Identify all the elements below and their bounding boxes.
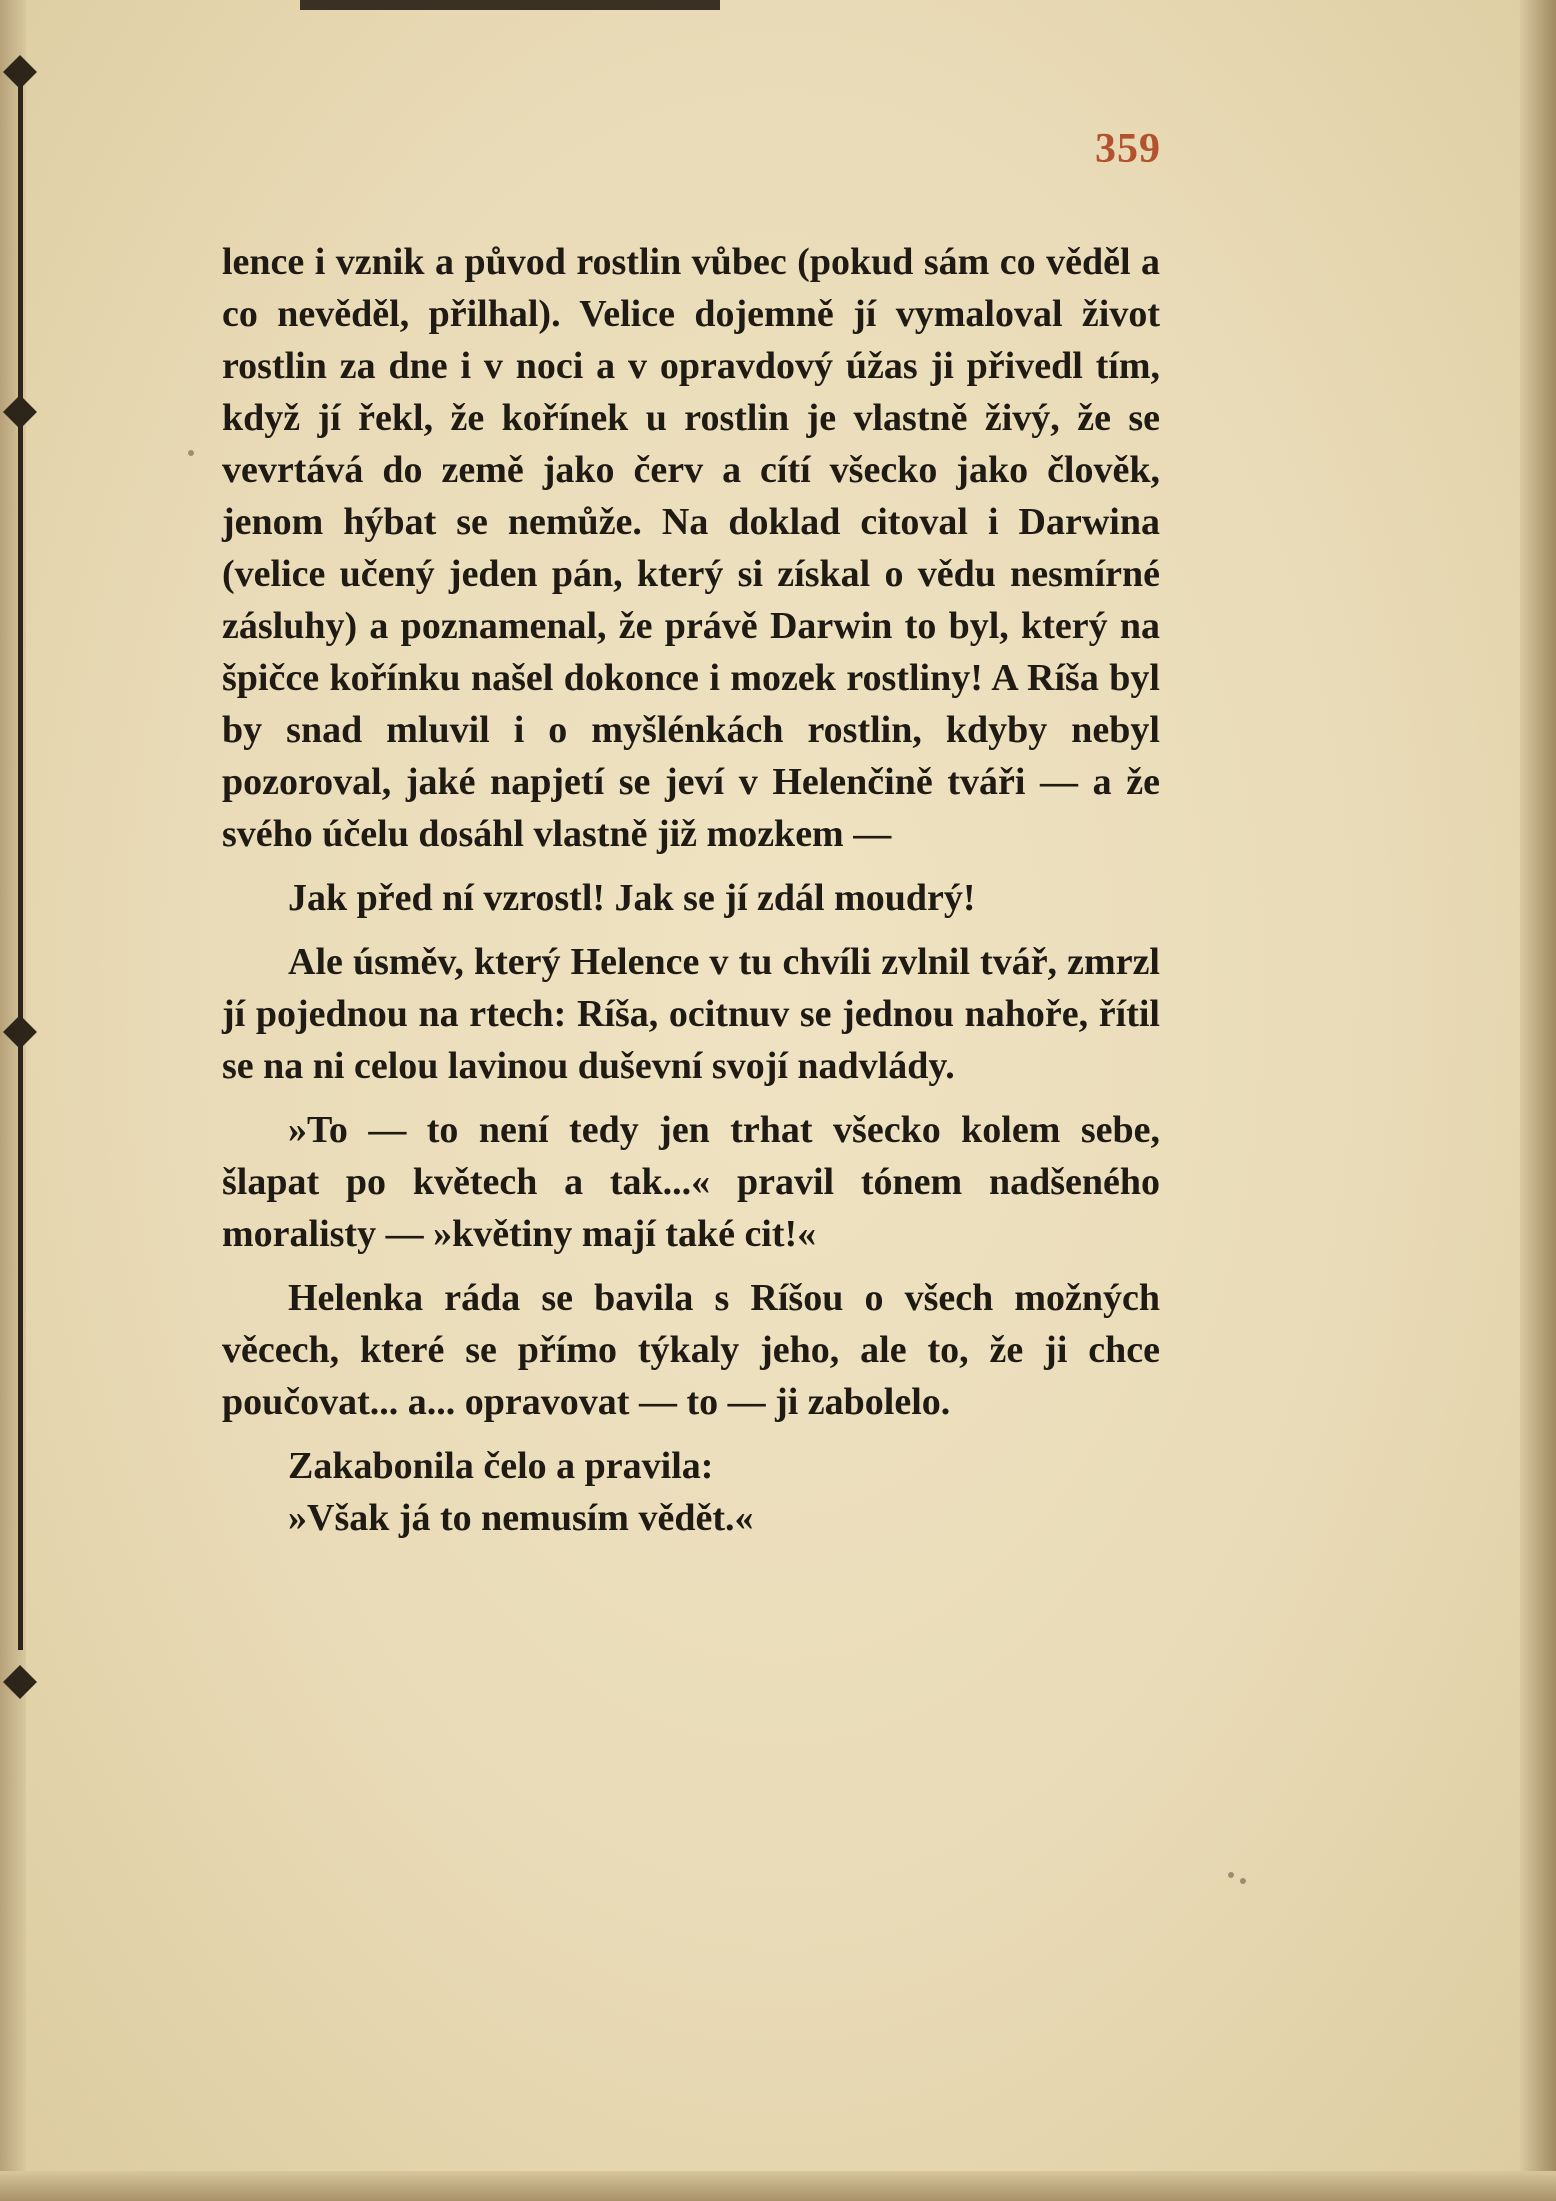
paper-speck <box>1240 1878 1246 1884</box>
binding-rule <box>18 60 23 1650</box>
page-number: 359 <box>1095 126 1161 172</box>
paragraph: »Však já to nemusím vědět.« <box>288 1497 754 1539</box>
paper-speck <box>188 450 194 456</box>
paragraph: lence i vznik a původ rostlin vůbec (pokud sám co věděl a co nevěděl, přilhal). Velice dojemně jí vymaloval život rostlin za dne i v noci a v opravdový úžas ji přivedl tím, když jí řekl, že kořínek u rostlin je vlastně živý, že se vevrtává do země jako červ a cítí všecko jako člověk, jenom hýbat se nemůže. Na doklad citoval i Darwina (velice učený jeden pán, který si získal o vědu nesmírné zásluhy) a poznamenal, že právě Darwin to byl, který na špičce kořínku našel dokonce i mozek rostliny! A Ríša byl by snad mluvil i o myšlénkách rostlin, kdyby nebyl pozoroval, jaké napjetí se jeví v Helenčině tváři — a že svého účelu dosáhl vlastně již mozkem — <box>222 241 1160 855</box>
paragraph: Jak před ní vzrostl! Jak se jí zdál moudrý! <box>288 877 976 919</box>
page-bottom-edge <box>0 2171 1556 2201</box>
paper-speck <box>1228 1872 1234 1878</box>
paragraph: Zakabonila čelo a pravila: <box>288 1445 714 1487</box>
page-right-edge <box>1520 0 1556 2201</box>
paragraph: Helenka ráda se bavila s Ríšou o všech možných věcech, které se přímo týkaly jeho, ale to, že ji chce poučovat... a... opravovat — to — ji zabolelo. <box>222 1277 1160 1423</box>
paragraph: Ale úsměv, který Helence v tu chvíli zvlnil tvář, zmrzl jí pojednou na rtech: Ríša, ocitnuv se jednou nahoře, řítil se na ni celou lavinou duševní svojí nadvlády. <box>222 941 1160 1087</box>
body-text <box>222 236 1160 1556</box>
page-top-mark <box>300 0 720 10</box>
paragraph: »To — to není tedy jen trhat všecko kolem sebe, šlapat po květech a tak...« pravil tónem nadšeného moralisty — »květiny mají také cit!« <box>222 1109 1160 1255</box>
